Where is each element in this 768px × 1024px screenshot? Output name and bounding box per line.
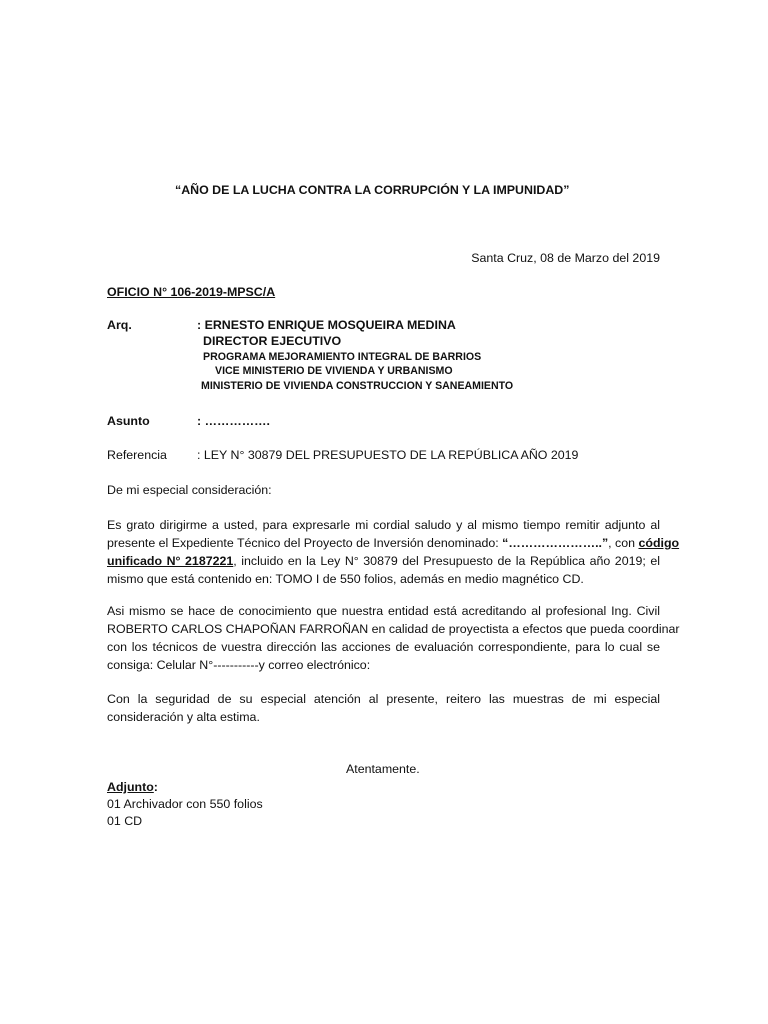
- paragraph-2-line-3: con los técnicos de vuestra dirección las acciones de evaluación correspondiente, para lo cual se: [107, 640, 660, 654]
- subject-label: Asunto: [107, 414, 150, 428]
- code-label-part2: unificado N° 2187221: [107, 554, 234, 568]
- paragraph-2-line-1: Asi mismo se hace de conocimiento que nuestra entidad está acreditando al profesional Ing. Civil: [107, 604, 660, 618]
- paragraph-1: [107, 516, 680, 588]
- paragraph-1-line-2-text: presente el Expediente Técnico del Proyecto de Inversión denominado:: [107, 536, 503, 550]
- recipient-ministry: MINISTERIO DE VIVIENDA CONSTRUCCION Y SANEAMIENTO: [201, 380, 514, 392]
- subject-value: : …………….: [197, 414, 270, 428]
- attachments-heading-colon: :: [153, 780, 158, 794]
- closing: Atentamente.: [346, 762, 420, 776]
- paragraph-1-line-1: Es grato dirigirme a usted, para expresarle mi cordial saludo y al mismo tiempo remitir adjunto al: [107, 518, 660, 532]
- attachment-item-2: 01 CD: [107, 814, 143, 828]
- paragraph-1-line-2: [107, 534, 680, 552]
- project-name-placeholder: “…………………..”: [502, 536, 609, 550]
- place-date: Santa Cruz, 08 de Marzo del 2019: [471, 251, 660, 265]
- code-label-part1: código: [638, 536, 680, 550]
- recipient-position: DIRECTOR EJECUTIVO: [203, 334, 342, 348]
- paragraph-2: [107, 602, 680, 674]
- attachment-item-1: 01 Archivador con 550 folios: [107, 797, 263, 811]
- paragraph-3: [107, 690, 660, 726]
- recipient-name: : ERNESTO ENRIQUE MOSQUEIRA MEDINA: [197, 318, 456, 332]
- reference-label: Referencia: [107, 448, 167, 462]
- paragraph-2-line-2: ROBERTO CARLOS CHAPOÑAN FARROÑAN en calidad de proyectista a efectos que pueda coordinar: [107, 622, 680, 636]
- paragraph-1-line-4: mismo que está contenido en: TOMO I de 550 folios, además en medio magnético CD.: [107, 572, 584, 586]
- year-motto: “AÑO DE LA LUCHA CONTRA LA CORRUPCIÓN Y LA IMPUNIDAD”: [175, 183, 570, 197]
- paragraph-1-line-3: [107, 552, 660, 570]
- recipient-program: PROGRAMA MEJORAMIENTO INTEGRAL DE BARRIOS: [203, 351, 482, 363]
- paragraph-1-line-3-text: , incluido en la Ley N° 30879 del Presupuesto de la República año 2019; el: [233, 554, 660, 568]
- paragraph-3-line-2: consideración y alta estima.: [107, 710, 260, 724]
- paragraph-1-line-2-comma: , con: [608, 536, 639, 550]
- attachments-heading: [107, 781, 158, 793]
- reference-value: : LEY N° 30879 DEL PRESUPUESTO DE LA REPÚBLICA AÑO 2019: [197, 448, 579, 462]
- recipient-title-label: Arq.: [107, 318, 132, 332]
- recipient-vice-ministry: VICE MINISTERIO DE VIVIENDA Y URBANISMO: [215, 365, 453, 377]
- attachments-heading-label: Adjunto: [107, 780, 154, 794]
- greeting: De mi especial consideración:: [107, 483, 272, 497]
- oficio-number: OFICIO N° 106-2019-MPSC/A: [107, 285, 276, 299]
- paragraph-3-line-1: Con la seguridad de su especial atención al presente, reitero las muestras de mi especial: [107, 692, 660, 706]
- paragraph-2-line-4: consiga: Celular N°-----------y correo electrónico:: [107, 658, 371, 672]
